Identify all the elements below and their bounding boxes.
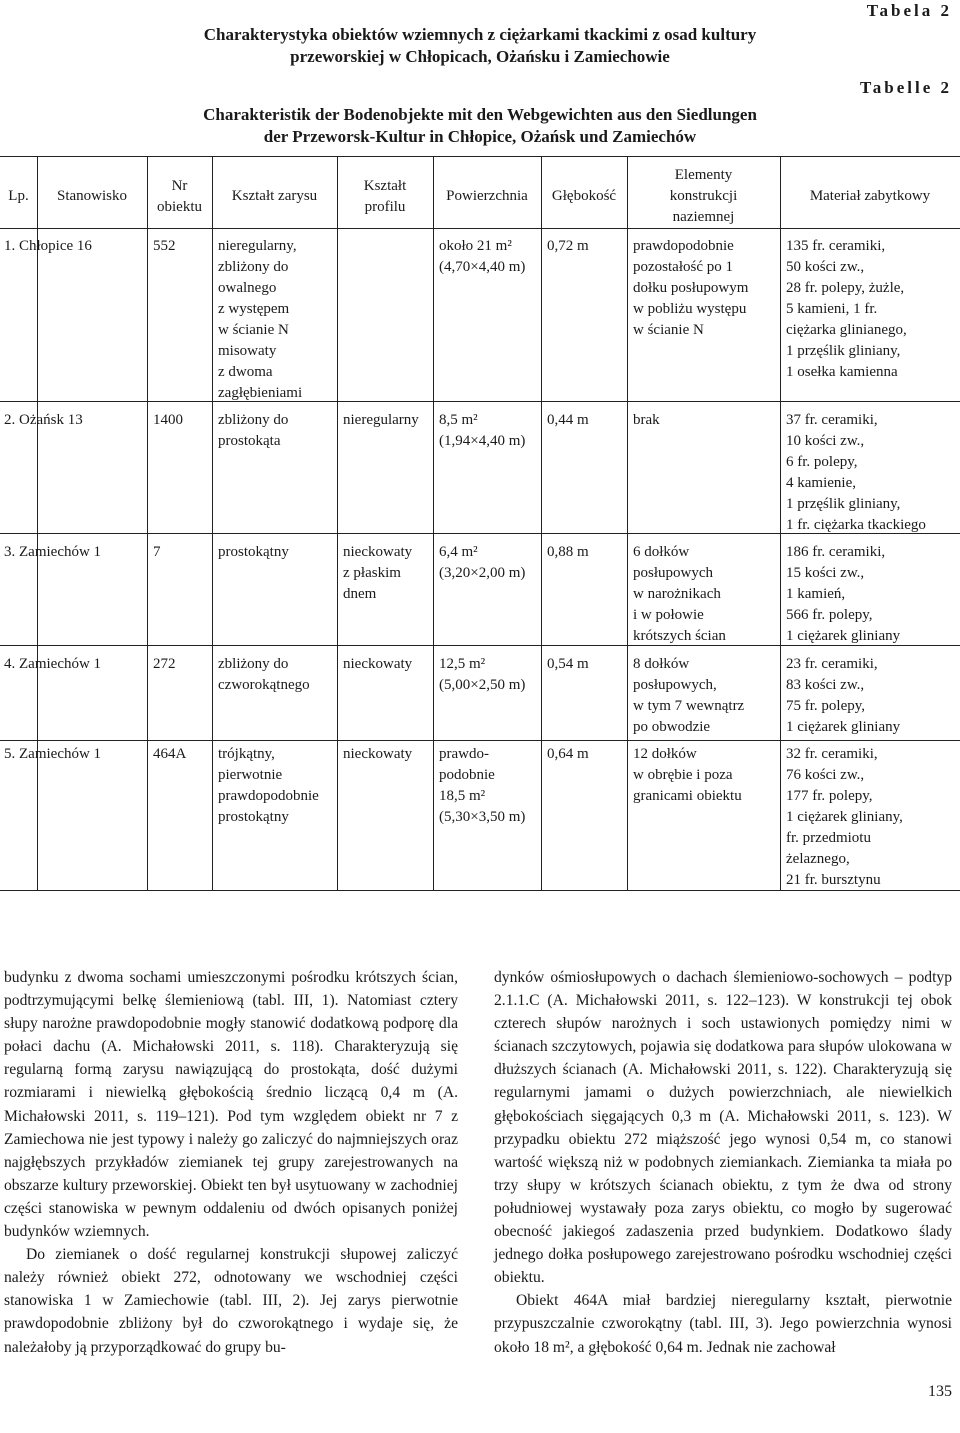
header-elementy-konstrukcji: Elementy konstrukcji naziemnej <box>669 167 738 225</box>
table-number-pl: Tabela 2 <box>866 1 952 20</box>
header-lp: Lp. <box>8 188 29 204</box>
cell-material: 37 fr. ceramiki, 10 kości zw., 6 fr. polepy, 4 kamienie, 1 przęślik gliniany, 1 fr. ciężarka tkackiego <box>786 412 926 533</box>
row-rule-4 <box>0 740 960 741</box>
cell-profil: nieckowaty <box>343 746 413 762</box>
cell-elementy: brak <box>633 412 660 428</box>
cell-powierzchnia: 6,4 m² (3,20×2,00 m) <box>439 544 526 581</box>
row-rule-1 <box>0 401 960 402</box>
cell-glebokosc: 0,64 m <box>547 746 589 762</box>
col-divider <box>780 156 781 890</box>
cell-glebokosc: 0,88 m <box>547 544 589 560</box>
cell-stanowisko: 2. Ożańsk 13 <box>4 412 83 428</box>
cell-nr: 552 <box>153 238 176 254</box>
cell-elementy: 8 dołków posłupowych, w tym 7 wewnątrz po obwodzie <box>633 656 745 735</box>
cell-nr: 1400 <box>153 412 183 428</box>
title-de-line2: der Przeworsk-Kultur in Chłopice, Ożańsk und Zamiechów <box>263 127 697 146</box>
header-ksztalt-profilu: Kształt profilu <box>363 178 407 215</box>
cell-zarys: nieregularny, zbliżony do owalnego z występem w ścianie N misowaty z dwoma zagłębieniami <box>218 238 303 401</box>
title-de-line1: Charakteristik der Bodenobjekte mit den Webgewichten aus den Siedlungen <box>203 105 757 124</box>
cell-glebokosc: 0,54 m <box>547 656 589 672</box>
cell-stanowisko: 4. Zamiechów 1 <box>4 656 102 672</box>
cell-material: 32 fr. ceramiki, 76 kości zw., 177 fr. polepy, 1 ciężarek gliniany, fr. przedmiotu żelaznego, 21 fr. bursztynu <box>786 746 903 888</box>
cell-profil: nieckowaty <box>343 656 413 672</box>
cell-stanowisko: 3. Zamiechów 1 <box>4 544 102 560</box>
header-stanowisko: Stanowisko <box>56 188 127 204</box>
col-divider <box>433 156 434 890</box>
cell-glebokosc: 0,72 m <box>547 238 589 254</box>
cell-powierzchnia: 12,5 m² (5,00×2,50 m) <box>439 656 526 693</box>
col-divider <box>212 156 213 890</box>
cell-stanowisko: 5. Zamiechów 1 <box>4 746 102 762</box>
table-header-rule <box>0 228 960 229</box>
cell-material: 23 fr. ceramiki, 83 kości zw., 75 fr. polepy, 1 ciężarek gliniany <box>786 656 901 735</box>
title-pl-line1: Charakterystyka obiektów wziemnych z ciężarkami tkackimi z osad kultury <box>203 25 757 44</box>
cell-nr: 464A <box>153 746 187 762</box>
cell-zarys: trójkątny, pierwotnie prawdopodobnie prostokątny <box>218 746 319 825</box>
cell-elementy: prawdopodobnie pozostałość po 1 dołku posłupowym w pobliżu występu w ścianie N <box>633 238 749 338</box>
cell-material: 186 fr. ceramiki, 15 kości zw., 1 kamień, 566 fr. polepy, 1 ciężarek gliniany <box>786 544 901 644</box>
header-material: Materiał zabytkowy <box>809 188 931 204</box>
body-column-left <box>4 966 458 1359</box>
cell-glebokosc: 0,44 m <box>547 412 589 428</box>
cell-material: 135 fr. ceramiki, 50 kości zw., 28 fr. polepy, żużle, 5 kamieni, 1 fr. ciężarka glinianego, 1 przęślik gliniany, 1 osełka kamienna <box>786 238 907 380</box>
cell-powierzchnia: około 21 m² (4,70×4,40 m) <box>439 238 526 275</box>
header-ksztalt-zarysu: Kształt zarysu <box>231 188 318 204</box>
table-title-german <box>150 104 810 148</box>
header-glebokosc: Głębokość <box>551 188 617 204</box>
col-divider <box>627 156 628 890</box>
paragraph: Obiekt 464A miał bardziej nieregularny kształt, pierwotnie przypuszczalnie czworokątny (tabl. III, 3). Jego powierzchnia wynosi około 18 m², a głębokość 0,64 m. Jednak nie zachował <box>494 1292 952 1356</box>
paragraph: budynku z dwoma sochami umieszczonymi pośrodku krótszych ścian, podtrzymującymi belkę ślemieniową (tabl. III, 1). Natomiast cztery słupy narożne prawdopodobnie mogły stanowić dodatkową podporę dla połaci dachu (A. Michałowski 2011, s. 118). Charakteryzują się regularną formą zarysu nawiązującą do prostokąta, dość dużymi rozmiarami i niewielką głębokością średnio liczącą 0,4 m (A. Michałowski 2011, s. 119–121). Pod tym względem obiekt nr 7 z Zamiechowa nie jest typowy i należy go zaliczyć do najmniejszych oraz najgłębszych przykładów ziemianek tej grupy zarejestrowanych na obszarze kultury przeworskiej. Obiekt ten był usytuowany w zachodniej części stanowiska w pewnym oddaleniu od dwóch opisanych poniżej budynków wziemnych. <box>4 969 458 1241</box>
col-divider <box>541 156 542 890</box>
cell-zarys: zbliżony do prostokąta <box>218 412 289 449</box>
cell-nr: 7 <box>153 544 161 560</box>
title-pl-line2: przeworskiej w Chłopicach, Ożańsku i Zamiechowie <box>290 47 670 66</box>
col-divider <box>147 156 148 890</box>
body-column-right <box>494 966 952 1359</box>
cell-stanowisko: 1. Chłopice 16 <box>4 238 92 254</box>
cell-elementy: 12 dołków w obrębie i poza granicami obiektu <box>633 746 742 804</box>
header-powierzchnia: Powierzchnia <box>446 188 528 204</box>
table-top-rule <box>0 156 960 157</box>
col-divider <box>37 156 38 890</box>
cell-zarys: prostokątny <box>218 544 289 560</box>
table-number-de: Tabelle 2 <box>859 78 952 97</box>
page-number: 135 <box>928 1383 952 1400</box>
table-title-polish <box>150 24 810 68</box>
cell-nr: 272 <box>153 656 176 672</box>
cell-profil: nieckowaty z płaskim dnem <box>343 544 413 602</box>
paragraph: Do ziemianek o dość regularnej konstrukcji słupowej zaliczyć należy również obiekt 272, odnotowany we wschodniej części stanowiska 1 w Zamiechowie (tabl. III, 2). Jej zarys pierwotnie prawdopodobnie zbliżony był do czworokątnego i wydaje się, że należałoby ją przyporządkować do grupy bu- <box>4 1246 458 1356</box>
cell-elementy: 6 dołków posłupowych w narożnikach i w połowie krótszych ścian <box>633 544 726 644</box>
col-divider <box>337 156 338 890</box>
cell-powierzchnia: 8,5 m² (1,94×4,40 m) <box>439 412 526 449</box>
paragraph: dynków ośmiosłupowych o dachach ślemieniowo-sochowych – podtyp 2.1.1.C (A. Michałowski 2011, s. 122–123). W konstrukcji tej obok czterech słupów narożnych i soch ustawionych pomiędzy nimi w ścianach szczytowych, pojawia się dodatkowa para słupów ulokowana w dłuższych ścianach (A. Michałowski 2011, s. 122). Charakteryzują się regularnymi jamami o dużych powierzchniach, ale niewielkich głębokościach sięgających 0,3 m (A. Michałowski 2011, s. 123). W przypadku obiektu 272 miąższość jego wynosi 0,54 m, co stanowi wartość większą niż w podobnych ziemiankach. Ziemianka ta miała po trzy słupy w krótszych ścianach obiektu, z tym że dwa od strony południowej wystawały poza zarys obiektu, co mogło by sugerować obecność jakiegoś zadaszenia przed budynkiem. Dodatkowo ślady jednego dołka posłupowego zarejestrowano pośrodku wschodniej części obiektu. <box>494 969 952 1287</box>
cell-zarys: zbliżony do czworokątnego <box>218 656 310 693</box>
header-nr-obiektu: Nr obiektu <box>157 178 202 215</box>
cell-powierzchnia: prawdo- podobnie 18,5 m² (5,30×3,50 m) <box>439 746 526 825</box>
cell-profil: nieregularny <box>343 412 419 428</box>
